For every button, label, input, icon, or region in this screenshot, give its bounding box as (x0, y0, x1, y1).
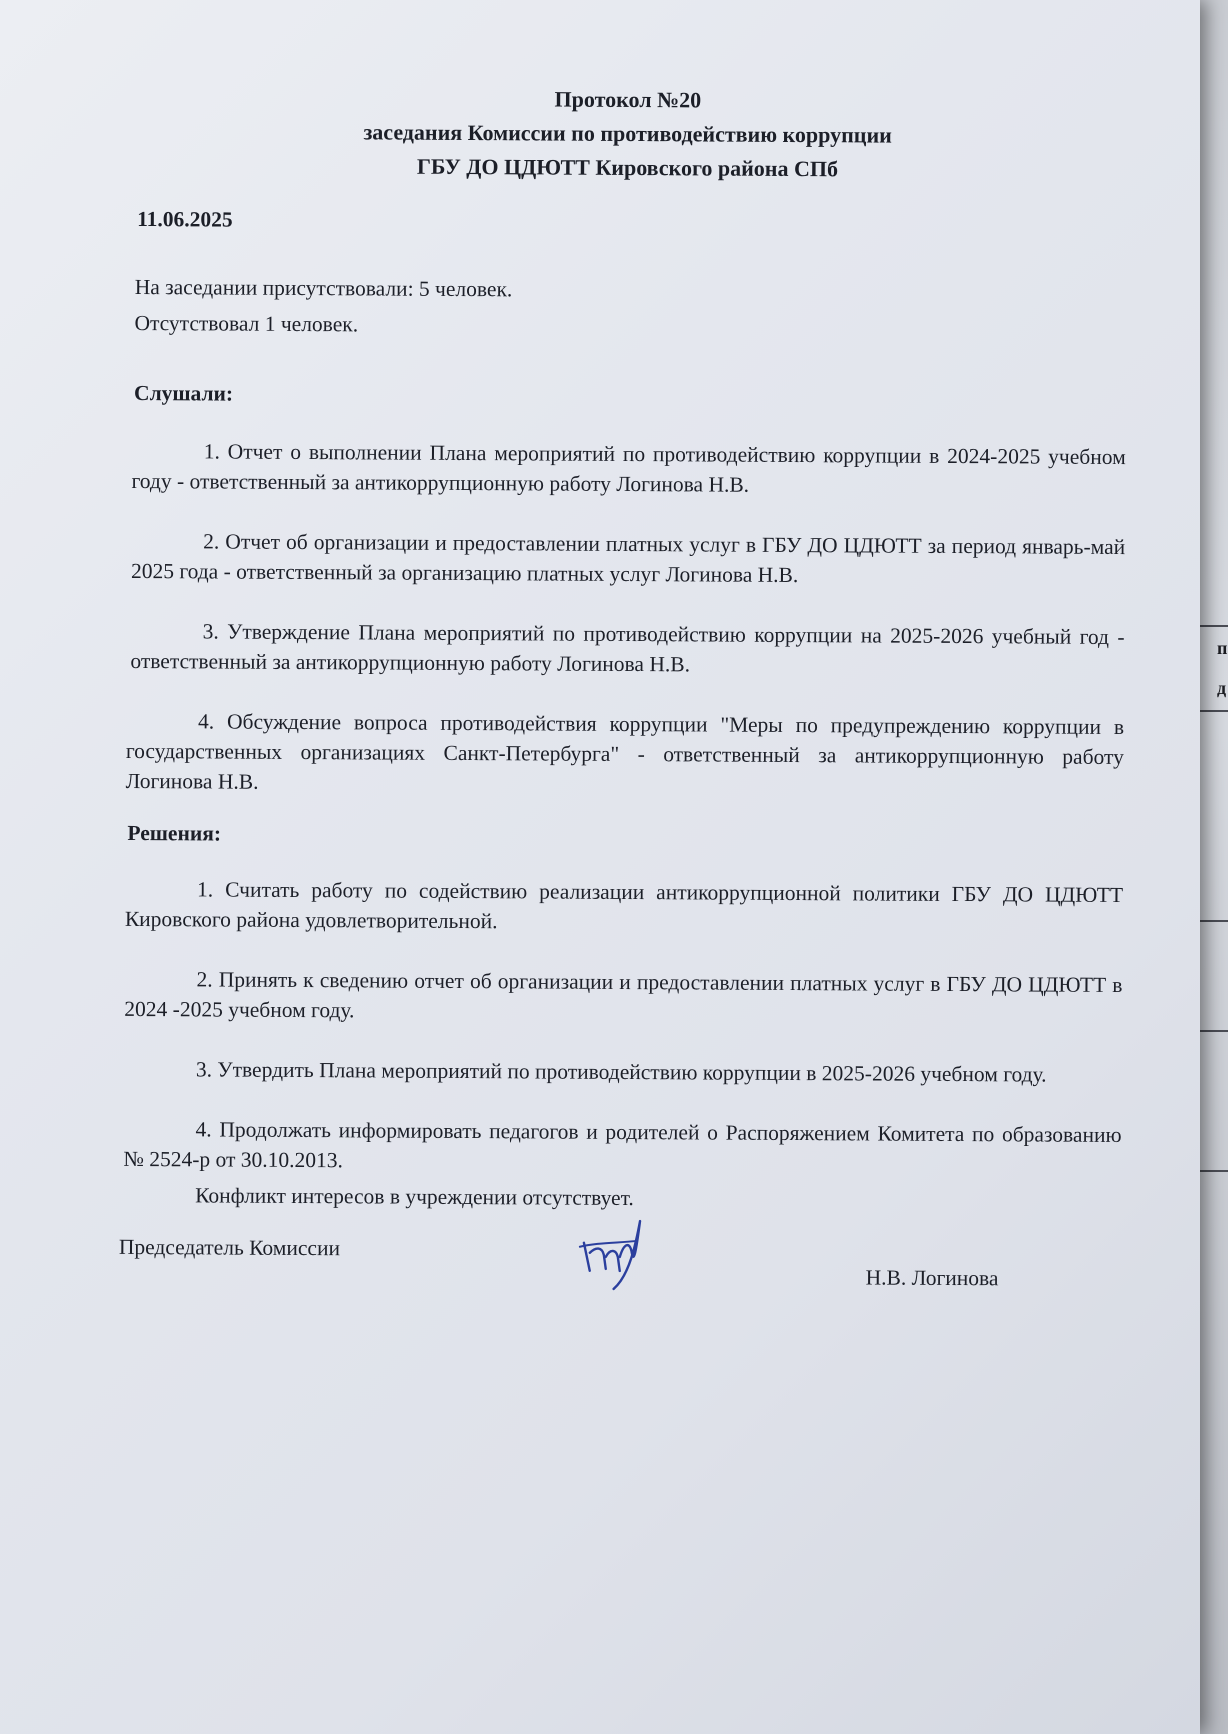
chairman-name: Н.В. Логинова (865, 1265, 999, 1291)
attendance-absent: Отсутствовал 1 человек. (134, 310, 359, 337)
protocol-header (127, 80, 1128, 188)
decision-item: 1. Считать работу по содействию реализации антикоррупционной политики ГБУ ДО ЦДЮТТ Кировского района удовлетворительной. (124, 877, 1124, 934)
decisions-list (123, 874, 1123, 1216)
heard-item: 1. Отчет о выполнении Плана мероприятий по противодействию коррупции в 2024-2025 учебном году - ответственный за антикоррупционную работу Логинова Н.В. (131, 439, 1126, 497)
decision-item: 2. Принять к сведению отчет об организации и предоставлении платных услуг в ГБУ ДО ЦДЮТТ в 2024 -2025 учебном году. (124, 967, 1123, 1023)
signature-row (118, 1232, 1121, 1328)
conflict-note: Конфликт интересов в учреждении отсутствует. (195, 1183, 634, 1211)
protocol-subtitle: заседания Комиссии по противодействию коррупции (363, 119, 892, 148)
attendance-block (134, 272, 1126, 344)
heard-item: 3. Утверждение Плана мероприятий по противодействию коррупции на 2025-2026 учебный год - ответственный за антикоррупционную работу Логинова Н.В. (130, 619, 1125, 677)
handwritten-signature (576, 1213, 656, 1293)
decision-item: 4. Продолжать информировать педагогов и родителей о Распоряжением Комитета по образованию № 2524-р от 30.10.2013. (123, 1117, 1122, 1173)
chairman-label: Председатель Комиссии (118, 1234, 341, 1261)
organization-name: ГБУ ДО ЦДЮТТ Кировского района СПб (416, 153, 839, 182)
heard-list (125, 436, 1126, 802)
heard-item: 4. Обсуждение вопроса противодействия коррупции "Меры по предупреждению коррупции в государственных организациях Санкт-Петербурга" - ответственный за антикоррупционную работу Логинова Н.В. (125, 709, 1125, 794)
attendance-present: На заседании присутствовали: 5 человек. (134, 274, 513, 302)
underlying-sheet-fragment: д (1217, 678, 1227, 698)
meeting-date: 11.06.2025 (137, 206, 233, 232)
heard-item: 2. Отчет об организации и предоставлении платных услуг в ГБУ ДО ЦДЮТТ за период январь-май 2025 года - ответственный за организацию платных услуг Логинова Н.В. (130, 529, 1126, 588)
decisions-heading: Решения: (127, 820, 222, 846)
heard-heading: Слушали: (134, 380, 234, 406)
underlying-sheet-fragment: п (1217, 638, 1228, 658)
decision-item: 3. Утвердить Плана мероприятий по противодействию коррупции в 2025-2026 учебном году. (195, 1057, 1047, 1087)
protocol-content (118, 80, 1128, 1328)
protocol-title: Протокол №20 (554, 86, 702, 113)
